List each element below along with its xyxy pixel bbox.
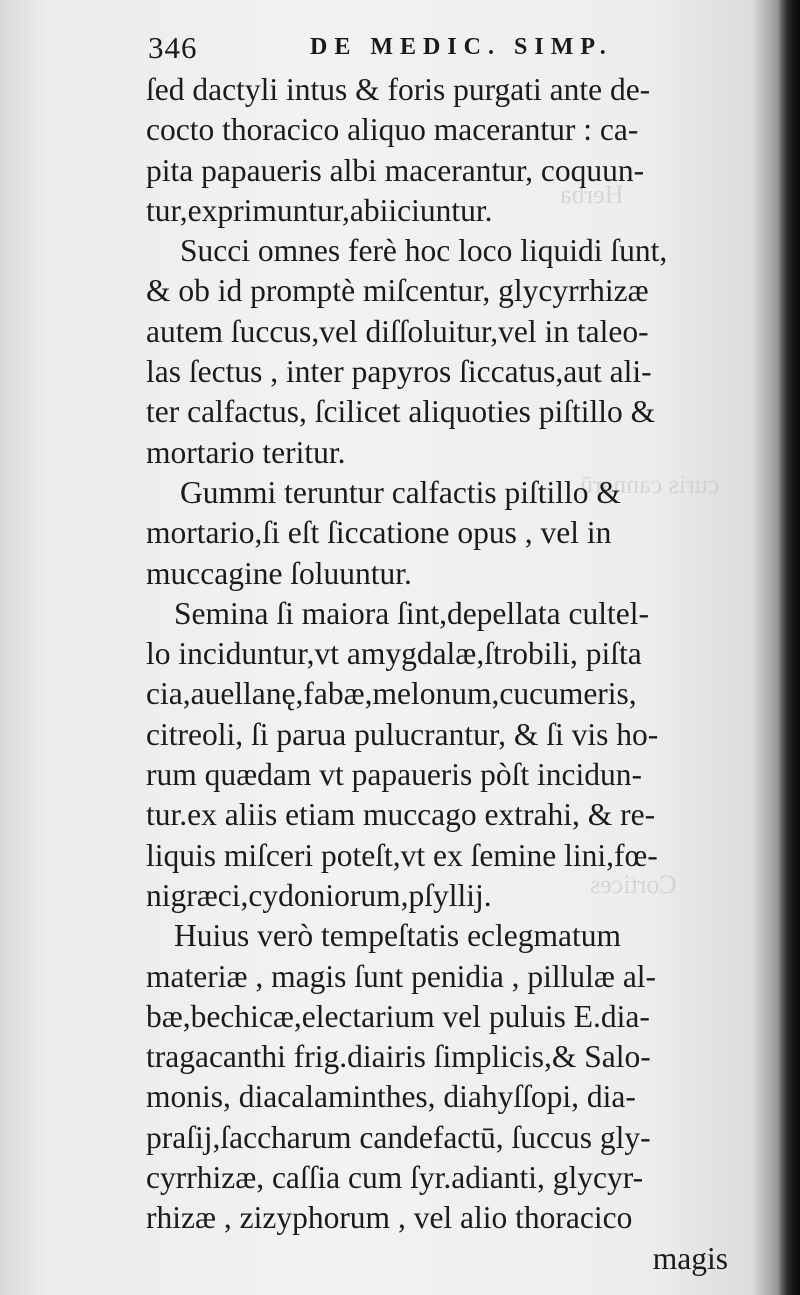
text-line: materiæ , magis ſunt penidia , pillulæ al- [146,958,657,994]
text-line: cyrrhizæ, caſſia cum ſyr.adianti, glycyr- [146,1160,644,1196]
text-line: rhizæ , zizyphorum , vel alio thoracico [146,1200,633,1236]
text-line: Semina ſi maiora ſint,depellata cultel- [174,595,649,631]
show-through-ink: Cortices [590,870,677,899]
text-line: liquis miſceri poteſt,vt ex ſemine lini,fœ- [146,837,658,873]
text-line: & ob id promptè miſcentur, glycyrrhizæ [146,273,649,309]
text-line: ſed dactyli intus & foris purgati ante de- [146,72,651,107]
text-line: Succi omnes ferè hoc loco liquidi ſunt, [180,233,668,269]
text-line: rum quædam vt papaueris pòſt incidun- [146,757,643,793]
text-line: praſij,ſaccharum candefactū, ſuccus gly- [146,1119,651,1155]
text-line: ter calfactus, ſcilicet aliquoties piſtillo & [146,394,656,430]
show-through-ink: Herba [560,180,624,209]
book-gutter-shadow [778,0,800,1295]
text-line: mortario teritur. [146,434,346,470]
text-line: bæ,bechicæ,electarium vel puluis E.dia- [146,998,650,1034]
text-line: nigræci,cydoniorum,pſyllij. [146,877,492,913]
text-line: tur,exprimuntur,abiiciuntur. [146,192,493,228]
text-line: muccagine ſoluuntur. [146,555,412,591]
text-line: tur.ex aliis etiam muccago extrahi, & re- [146,797,656,833]
text-line: cocto thoracico aliquo macerantur : ca- [146,112,639,148]
text-line: citreoli, ſi parua pulucrantur, & ſi vis ho- [146,716,659,752]
page-number: 346 [148,30,198,65]
body-text [146,70,736,1279]
text-line: cia,auellanę,fabæ,melonum,cucumeris, [146,676,637,712]
text-line: autem ſuccus,vel diſſoluitur,vel in taleo- [146,313,649,349]
text-line: tragacanthi frig.diairis ſimplicis,& Salo- [146,1039,651,1075]
text-line: las ſectus , inter papyros ſiccatus,aut ali- [146,354,652,390]
text-line: pita papaueris albi macerantur, coquun- [146,152,645,188]
text-line: Gummi teruntur calfactis piſtillo & [180,474,621,510]
running-title: DE MEDIC. SIMP. [310,34,613,60]
text-line: lo inciduntur,vt amygdalæ,ſtrobili, piſta [146,636,642,672]
text-line: monis, diacalaminthes, diahyſſopi, dia- [146,1079,636,1115]
text-line: Huius verò tempeſtatis eclegmatum [174,918,621,954]
running-header [148,30,708,70]
text-line: mortario,ſi eſt ſiccatione opus , vel in [146,515,612,551]
text-line: magis [652,1240,728,1276]
show-through-ink: curis cannarū [580,470,720,499]
